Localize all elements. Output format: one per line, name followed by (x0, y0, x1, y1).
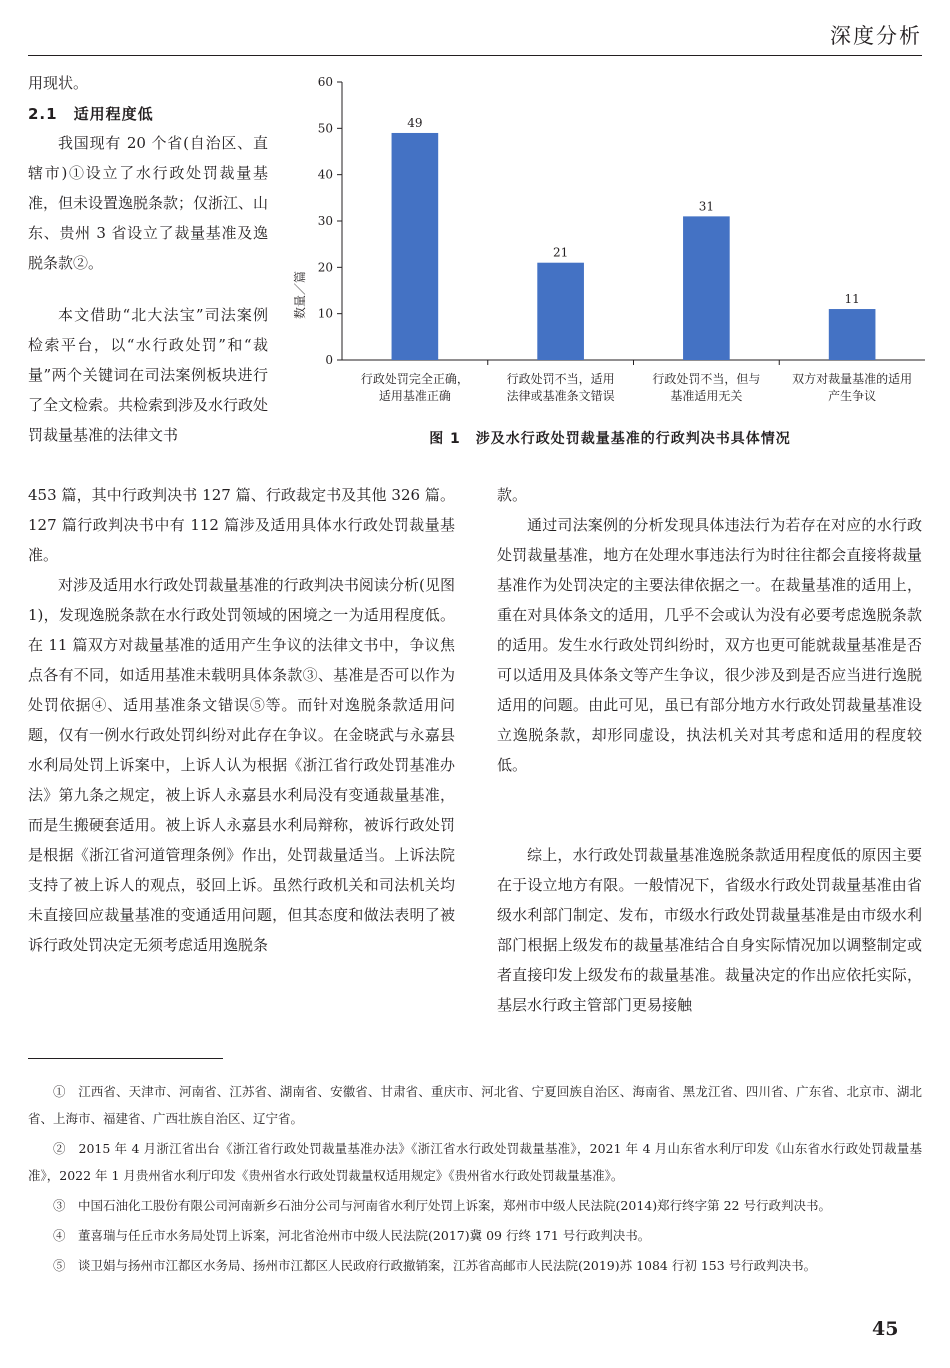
x-category-label: 行政处罚不当，适用 (506, 372, 615, 386)
x-category-label: 适用基准正确 (378, 389, 451, 403)
y-tick-label: 60 (317, 75, 333, 89)
footnote: ④ 董喜瑞与任丘市水务局处罚上诉案，河北省沧州市中级人民法院(2017)冀 09 行终 171 号行政判决书。 (53, 1228, 651, 1243)
bar-value-label: 21 (552, 245, 569, 260)
paragraph-2: 本文借助“北大法宝”司法案例检索平台，以“水行政处罚”和“裁量”两个关键词在司法案例板块进行了全文检索。共检索到涉及水行政处罚裁量基准的法律文书 (28, 306, 269, 444)
header-rule (28, 55, 922, 56)
figure-caption: 图 1 涉及水行政处罚裁量基准的行政判决书具体情况 (429, 431, 791, 447)
x-category-label: 产生争议 (828, 389, 877, 403)
bar-value-label: 31 (698, 199, 715, 214)
x-category-label: 双方对裁量基准的适用 (792, 372, 913, 386)
x-category-label: 基准适用无关 (670, 389, 743, 403)
paragraph-intro-end: 用现状。 (28, 74, 89, 92)
page-number: 45 (872, 1318, 899, 1340)
paragraph-3: 453 篇，其中行政判决书 127 篇、行政裁定书及其他 326 篇。127 篇行政判决书中有 112 篇涉及适用具体水行政处罚裁量基准。 (28, 486, 455, 564)
bar (683, 216, 730, 360)
y-tick-label: 10 (317, 306, 333, 321)
y-tick-label: 40 (317, 167, 333, 182)
footnote-rule (28, 1058, 223, 1059)
y-tick-label: 0 (325, 353, 333, 367)
y-axis-label: 数量／篇 (293, 270, 307, 320)
footnote: ② 2015 年 4 月浙江省出台《浙江省行政处罚裁量基准办法》《浙江省水行政处罚裁量基准》，2021 年 4 月山东省水利厅印发《山东省水行政处罚裁量基准》，2022 年 1 月贵州省水利厅印发《贵州省水行政处罚裁量权适用规定》《贵州省水行政处罚裁量基准》。 (28, 1141, 922, 1183)
paragraph-r2: 通过司法案例的分析发现具体违法行为若存在对应的水行政处罚裁量基准，地方在处理水事违法行为时往往都会直接将裁量基准作为处罚决定的主要法律依据之一。在裁量基准的适用上，重在对具体条文的适用，几乎不会或认为没有必要考虑逸脱条款的适用。发生水行政处罚纠纷时，双方也更可能就裁量基准是否可以适用及具体条文等产生争议，很少涉及到是否应当进行逸脱适用的问题。由此可见，虽已有部分地方水行政处罚裁量基准设立逸脱条款，却形同虚设，执法机关对其考虑和适用的程度较低。 (497, 516, 922, 774)
footnotes (28, 1078, 922, 1279)
x-category-label: 法律或基准条文错误 (506, 389, 615, 403)
y-tick-label: 50 (317, 121, 333, 136)
paragraph-r3: 综上，水行政处罚裁量基准逸脱条款适用程度低的原因主要在于设立地方有限。一般情况下，省级水行政处罚裁量基准由省级水利部门制定、发布，市级水行政处罚裁量基准是由市级水利部门根据上级发布的裁量基准结合自身实际情况加以调整制定或者直接印发上级发布的裁量基准。裁量决定的作出应依托实际，基层水行政主管部门更易接触 (497, 846, 922, 1014)
bar (829, 309, 876, 360)
footnote: ③ 中国石油化工股份有限公司河南新乡石油分公司与河南省水利厅处罚上诉案，郑州市中级人民法院(2014)郑行终字第 22 号行政判决书。 (53, 1198, 831, 1213)
paragraph-r1: 款。 (497, 486, 528, 504)
bar-value-label: 49 (407, 115, 423, 130)
section-title: 深度分析 (830, 24, 922, 48)
x-category-label: 行政处罚完全正确， (360, 372, 469, 386)
paragraph-4: 对涉及适用水行政处罚裁量基准的行政判决书阅读分析(见图 1)，发现逸脱条款在水行政处罚领域的困境之一为适用程度低。在 11 篇双方对裁量基准的适用产生争议的法律文书中，争议焦点各有不同，如适用基准未载明具体条款③、基准是否可以作为处罚依据④、适用基准条文错误⑤等。而针对逸脱条款适用问题，仅有一例水行政处罚纠纷对此存在争议。在金晓武与永嘉县水利局处罚上诉案中，上诉人认为根据《浙江省行政处罚基准办法》第九条之规定，被上诉人永嘉县水利局没有变通裁量基准，而是生搬硬套适用。被上诉人永嘉县水利局辩称，被诉行政处罚是根据《浙江省河道管理条例》作出，处罚裁量适当。上诉法院支持了被上诉人的观点，驳回上诉。虽然行政机关和司法机关均未直接回应裁量基准的变通适用问题，但其态度和做法表明了被诉行政处罚决定无须考虑适用逸脱条 (28, 576, 455, 954)
bar-chart (290, 70, 930, 415)
bar (537, 263, 584, 360)
paragraph-1: 我国现有 20 个省(自治区、直辖市)①设立了水行政处罚裁量基准，但未设置逸脱条款；仅浙江、山东、贵州 3 省设立了裁量基准及逸脱条款②。 (28, 134, 269, 272)
bar (392, 133, 439, 360)
footnote: ⑤ 谈卫娟与扬州市江都区水务局、扬州市江都区人民政府行政撤销案，江苏省高邮市人民法院(2019)苏 1084 行初 153 号行政判决书。 (53, 1258, 817, 1273)
x-category-label: 行政处罚不当，但与 (652, 372, 761, 386)
section-heading: 2.1 适用程度低 (28, 105, 154, 123)
footnote: ① 江西省、天津市、河南省、江苏省、湖南省、安徽省、甘肃省、重庆市、河北省、宁夏回族自治区、海南省、黑龙江省、四川省、广东省、北京市、湖北省、上海市、福建省、广西壮族自治区、辽宁省。 (28, 1084, 922, 1126)
y-tick-label: 30 (317, 214, 333, 228)
bar-value-label: 11 (844, 292, 860, 307)
y-tick-label: 20 (317, 260, 333, 275)
